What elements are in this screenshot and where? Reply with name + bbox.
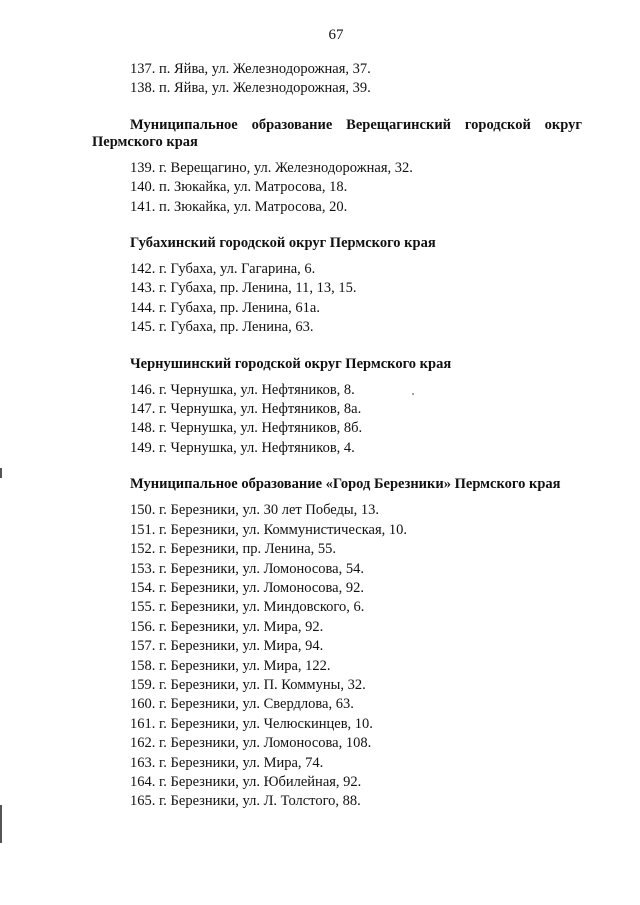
list-item: 148. г. Чернушка, ул. Нефтяников, 8б. [130,420,363,437]
list-item: 146. г. Чернушка, ул. Нефтяников, 8. [130,381,355,398]
section-heading: Муниципальное образование «Город Березники» Пермского края [130,476,561,493]
list-item: 138. п. Яйва, ул. Железнодорожная, 39. [130,80,371,97]
section-heading: Губахинский городской округ Пермского края [130,235,436,252]
list-item: 145. г. Губаха, пр. Ленина, 63. [130,319,314,336]
list-item: 162. г. Березники, ул. Ломоносова, 108. [130,735,372,752]
list-item: 150. г. Березники, ул. 30 лет Победы, 13. [130,502,379,519]
section-vereshchagino [92,117,582,217]
list-item: 152. г. Березники, пр. Ленина, 55. [130,541,337,558]
list-item: 143. г. Губаха, пр. Ленина, 11, 13, 15. [130,280,357,297]
list-item: 154. г. Березники, ул. Ломоносова, 92. [130,579,364,596]
section-berezniki [92,476,582,812]
list-item: 151. г. Березники, ул. Коммунистическая, 10. [130,521,407,538]
scan-edge-mark [0,805,2,843]
list-item: 157. г. Березники, ул. Мира, 94. [130,638,324,655]
section-chernushka [92,356,582,459]
list-item: 160. г. Березники, ул. Свердлова, 63. [130,696,354,713]
list-item: 163. г. Березники, ул. Мира, 74. [130,754,324,771]
list-item: 159. г. Березники, ул. П. Коммуны, 32. [130,676,366,693]
list-item: 149. г. Чернушка, ул. Нефтяников, 4. [130,439,355,456]
list-item: 140. п. Зюкайка, ул. Матросова, 18. [130,179,348,196]
scan-edge-mark [0,468,2,478]
list-item: 158. г. Березники, ул. Мира, 122. [130,657,331,674]
section-heading: Муниципальное образование Верещагинский городской округ Пермского края [92,116,582,150]
list-item: 165. г. Березники, ул. Л. Толстого, 88. [130,793,361,810]
scan-speck [412,393,414,395]
list-item: 144. г. Губаха, пр. Ленина, 61а. [130,299,320,316]
list-item: 156. г. Березники, ул. Мира, 92. [130,618,324,635]
list-item: 147. г. Чернушка, ул. Нефтяников, 8а. [130,401,362,418]
section-gubakha [92,235,582,338]
list-item: 164. г. Березники, ул. Юбилейная, 92. [130,773,362,790]
list-item: 142. г. Губаха, ул. Гагарина, 6. [130,261,316,278]
list-item: 161. г. Березники, ул. Челюскинцев, 10. [130,715,373,732]
document-body [92,60,582,812]
intro-list [92,60,582,99]
list-item: 139. г. Верещагино, ул. Железнодорожная, 32. [130,159,413,176]
list-item: 155. г. Березники, ул. Миндовского, 6. [130,599,365,616]
page-number: 67 [328,27,344,43]
section-heading: Чернушинский городской округ Пермского края [130,355,452,372]
list-item: 153. г. Березники, ул. Ломоносова, 54. [130,560,364,577]
list-item: 137. п. Яйва, ул. Железнодорожная, 37. [130,61,371,77]
list-item: 141. п. Зюкайка, ул. Матросова, 20. [130,198,348,215]
